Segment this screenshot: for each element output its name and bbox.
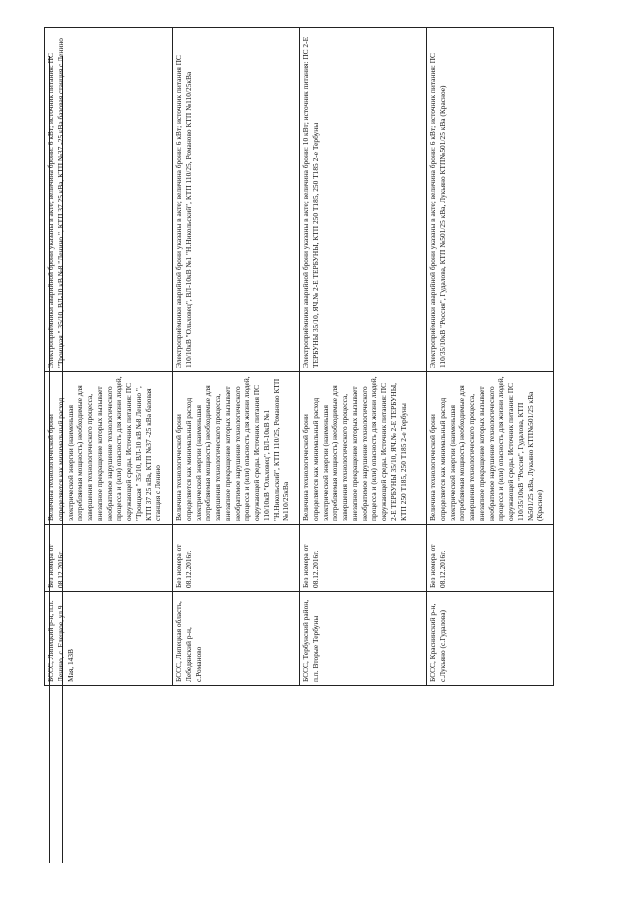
- emergency-reserve-cell: Электроприёмники аварийной брони указаны в акте; величина брони: 10 кВт; источник питания: ПС 2-Е ТЕРБУНЫ 35/10, ЯЧ.№ 2-Е ТЕРБУНЫ, КТП 250 Т185, 250 Т185 2-е Тербуны: [300, 28, 427, 372]
- table-row: [300, 28, 427, 686]
- emergency-reserve-cell: Электроприёмники аварийной брони указаны в акте; величина брони: 6 кВт; источник питания ПС 110/10кВ "Ольховец", ВЛ-10кВ №1 "Н.Никольский", КТП 110/25, Романово КТП №110/25кВа: [173, 28, 300, 372]
- tech-reserve-cell: Величина технологической брони определяется как минимальный расход электрической энергии (наименьшая потребляемая мощность) необходимые для завершения технологического процесса, внезапное прекращение которых вызывает необратимое нарушение технологического процесса и (или) опасность для жизни людей, окружающей среды. Источник питания: ПС 110/35/10кВ "Россия", Гудалова, КТП №501/25 кВа, Лукьяно КТП№501/25 кВа (Красное): [427, 372, 554, 525]
- table-row: [427, 28, 554, 686]
- table-row: [173, 28, 300, 686]
- object-cell: БССС, Тербунский район, п.п. Вторые Тербуны: [300, 592, 427, 686]
- act-cell: Без номера от 08.12.2016г.: [427, 525, 554, 592]
- tech-reserve-cell: Величина технологической брони определяется как минимальный расход электрической энергии (наименьшая потребляемая мощность) необходимые для завершения технологического процесса, внезапное прекращение которых вызывает необратимое нарушение технологического процесса и (или) опасность для жизни людей, окружающей среды. Источник питания: ПС "Троицкая " 35/10, ВЛ-10 кВ №8 Ленино ", КТП 37 25 кВа, КТП №37 -25 кВа базовая станция с Ленино: [45, 372, 173, 525]
- rotated-table-stage: [44, 36, 554, 686]
- tech-reserve-cell: Величина технологической брони определяется как минимальный расход электрической энергии (наименьшая потребляемая мощность) необходимые для завершения технологического процесса, внезапное прекращение которых вызывает необратимое нарушение технологического процесса и (или) опасность для жизни людей, окружающей среды. Источник питания: ПС 2-Е ТЕРБУНЫ 35/10, ЯЧ.№ 2-Е ТЕРБУНЫ, КТП 250 Т185, 250 Т185 2-е Тербуны: [300, 372, 427, 525]
- emergency-reserve-cell: Электроприёмники аварийной брони указаны в акте; величина брони: 6 кВт; источник питания: ПС "Троицкая " 35/10, ВЛ-10 кВ №8 "Ленино ", КТП 37 25 кВа, КТП №37 -25 кВа базовая станция с Ленино: [45, 28, 173, 372]
- table-row: [45, 28, 173, 686]
- object-cell: БССС, Липецкий р-н, п.п. Ленино, с. Елецкое, ул.9 Мая, 143В: [45, 592, 173, 686]
- act-cell: Без номера от 08.12.2016г.: [173, 525, 300, 592]
- act-cell: Без номера от 08.12.2016г.: [45, 525, 173, 592]
- emergency-reserve-cell: Электроприёмники аварийной брони указаны в акте; величина брони: 6 кВт; источник питания: ПС 110/35/10кВ "Россия", Гудалова, КТП №501/25 кВа, Лукьяно КТП№501/25 кВа (Красное): [427, 28, 554, 372]
- tech-reserve-cell: Величина технологической брони определяется как минимальный расход электрической энергии (наименьшая потребляемая мощность) необходимые для завершения технологического процесса, внезапное прекращение которых вызывает необратимое нарушение технологического процесса и (или) опасность для жизни людей, окружающей среды. Источник питания ПС 110/10кВ "Ольховец", ВЛ-10кВ №1 "Н.Никольский", КТП 110/25, Романово КТП №110/25кВа: [173, 372, 300, 525]
- reservation-table: [44, 27, 554, 686]
- object-cell: БССС, Краснинский р-н, с.Лукьяно (с.Гудалова): [427, 592, 554, 686]
- act-cell: Без номера от 08.12.2016г.: [300, 525, 427, 592]
- object-cell: БССС, Липецкая область, Лебедянский р-н, с.Романово: [173, 592, 300, 686]
